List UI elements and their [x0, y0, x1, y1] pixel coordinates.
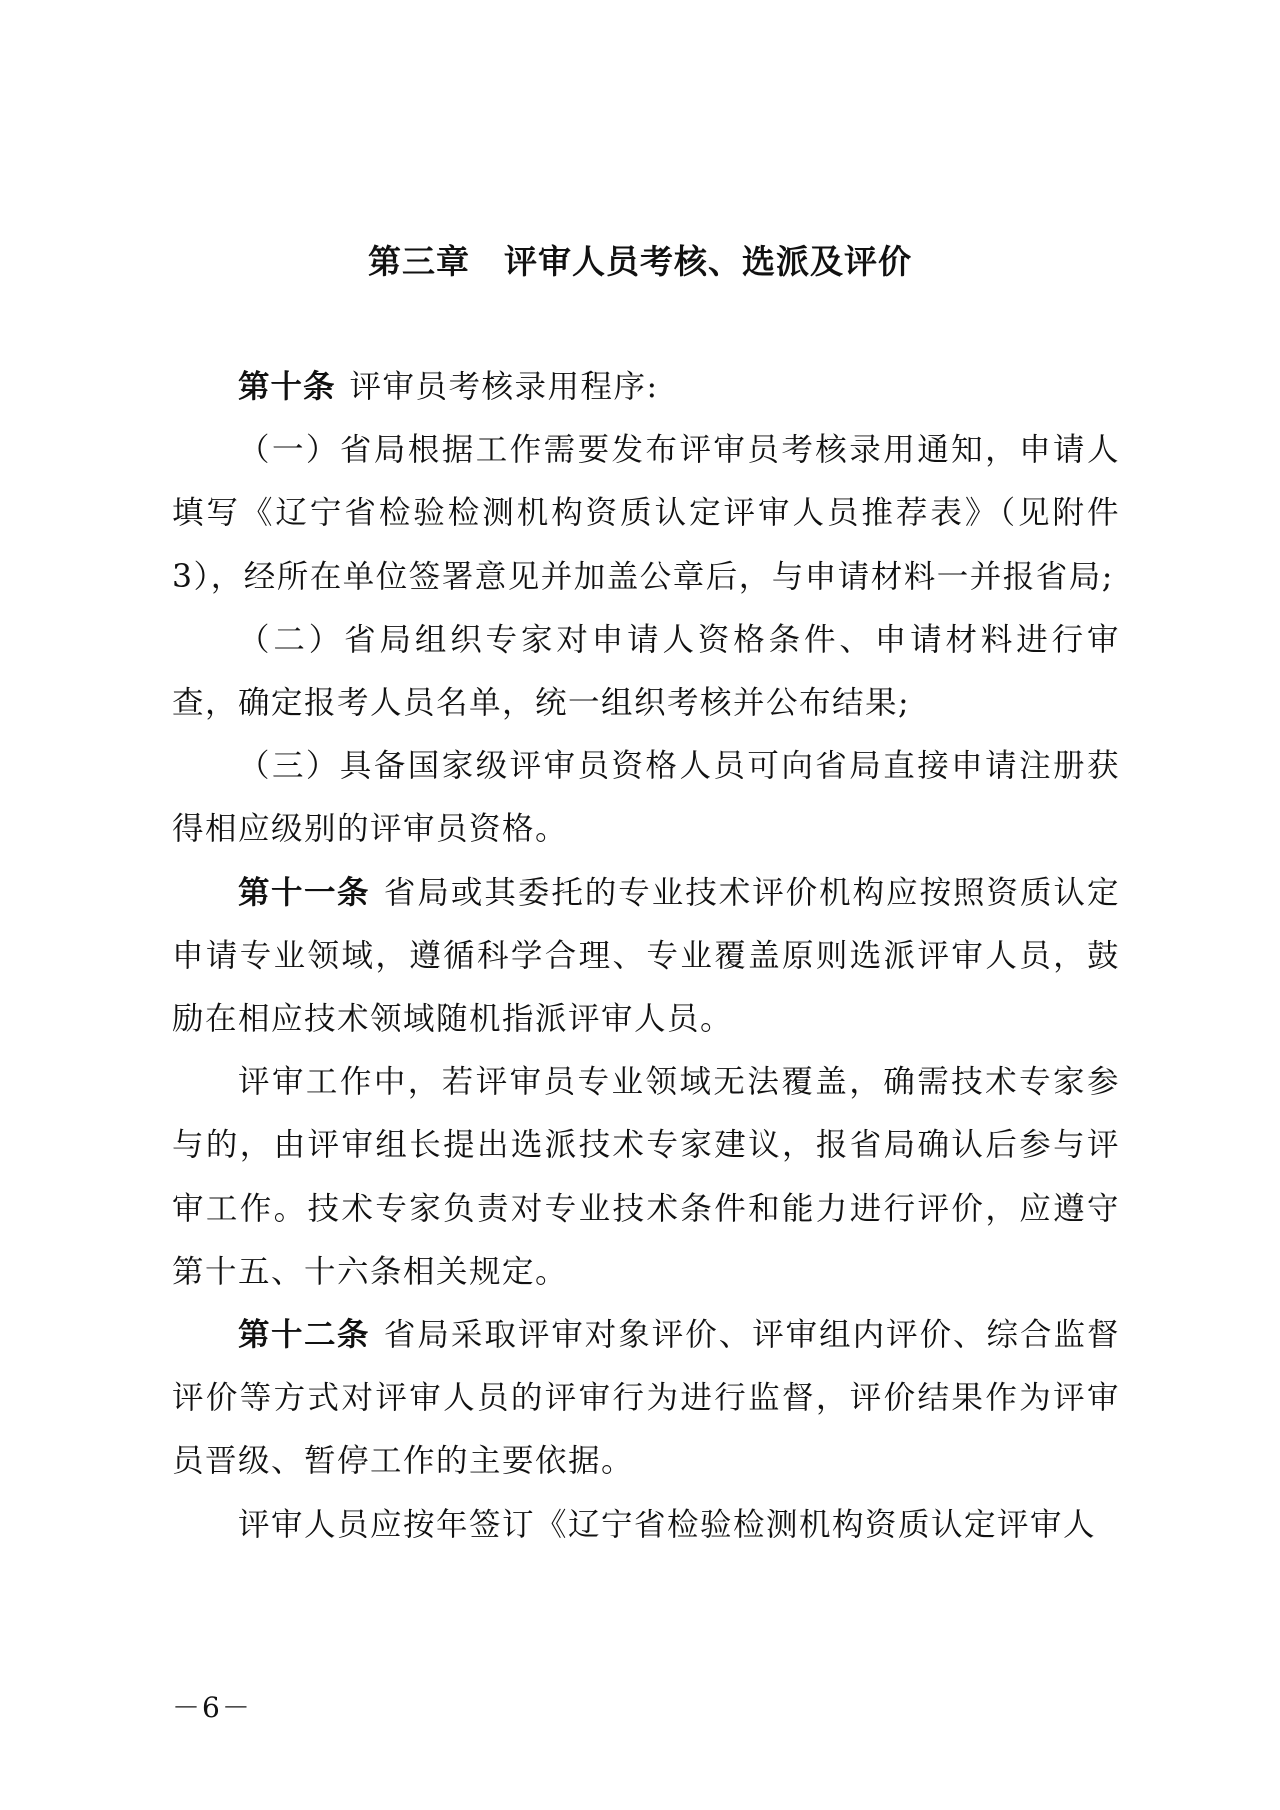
article-11: [172, 862, 1120, 1052]
article-label: 第十二条: [238, 1317, 370, 1354]
article-12-paragraph-2: 评审人员应按年签订《辽宁省检验检测机构资质认定评审人: [238, 1506, 1097, 1543]
article-10: [172, 356, 1120, 419]
article-label: 第十条: [238, 369, 336, 405]
article-10-item-3: （三）具备国家级评审员资格人员可向省局直接申请注册获得相应级别的评审员资格。: [172, 748, 1120, 848]
article-text: 省局采取评审对象评价、评审组内评价、综合监督评价等方式对评审人员的评审行为进行监督，评价结果作为评审员晋级、暂停工作的主要依据。: [172, 1317, 1120, 1480]
article-10-item-1: （一）省局根据工作需要发布评审员考核录用通知，申请人填写《辽宁省检验检测机构资质认定评审人员推荐表》（见附件3），经所在单位签署意见并加盖公章后，与申请材料一并报省局;: [172, 432, 1120, 595]
article-text: 评审员考核录用程序:: [349, 369, 659, 405]
document-body: [172, 356, 1120, 1557]
page-number: －6－: [172, 1691, 252, 1724]
article-10-item-2: （二）省局组织专家对申请人资格条件、申请材料进行审查，确定报考人员名单，统一组织考核并公布结果;: [172, 621, 1120, 722]
article-11-paragraph-2: 评审工作中，若评审员专业领域无法覆盖，确需技术专家参与的，由评审组长提出选派技术专家建议，报省局确认后参与评审工作。技术专家负责对专业技术条件和能力进行评价，应遵守第十五、十六条相关规定。: [172, 1064, 1120, 1290]
article-12: [172, 1304, 1120, 1494]
article-text: 省局或其委托的专业技术评价机构应按照资质认定申请专业领域，遵循科学合理、专业覆盖原则选派评审人员，鼓励在相应技术领域随机指派评审人员。: [172, 874, 1120, 1038]
article-label: 第十一条: [238, 874, 370, 911]
chapter-title: 第三章 评审人员考核、选派及评价: [368, 242, 912, 281]
